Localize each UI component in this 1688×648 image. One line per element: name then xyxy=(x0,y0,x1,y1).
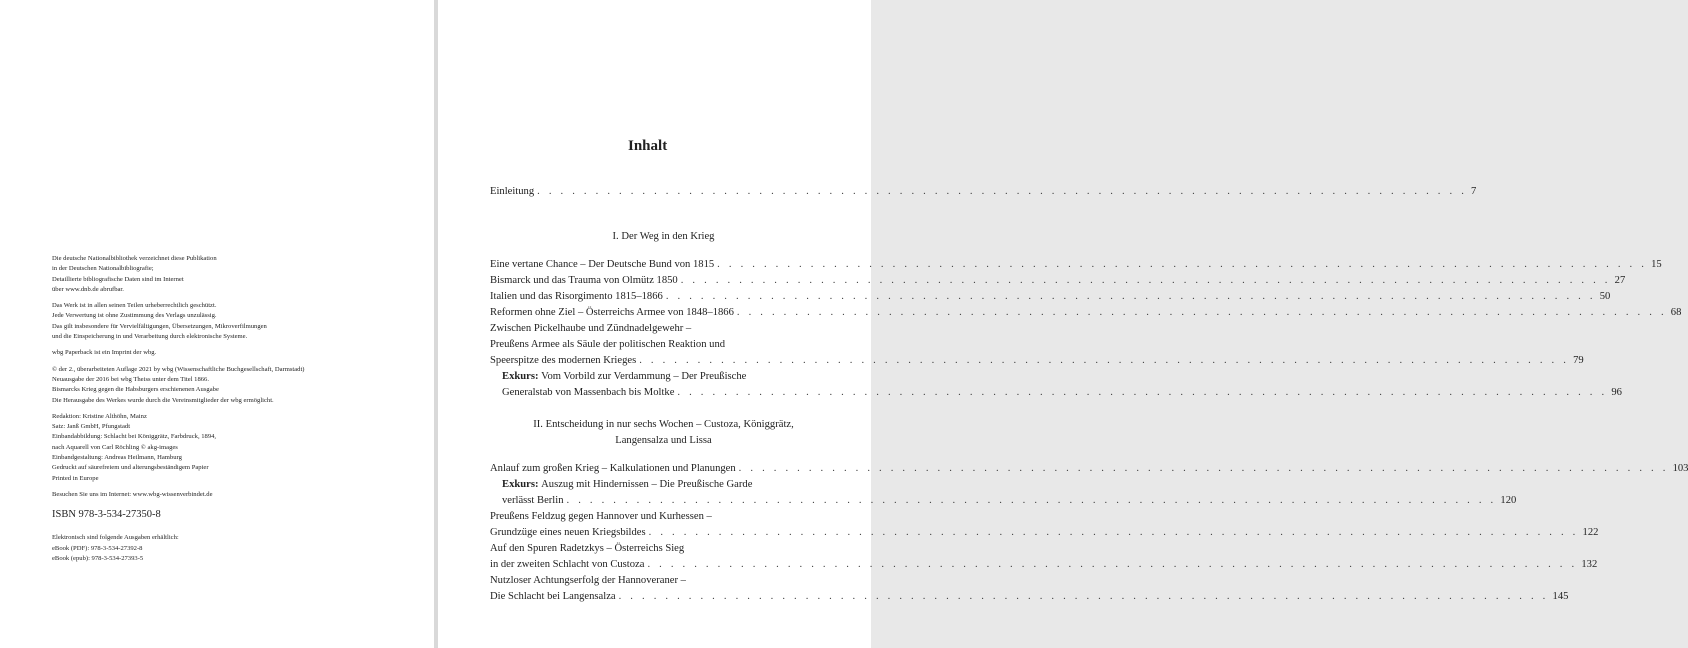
imprint-line: Bismarcks Krieg gegen die Habsburgers erschienenen Ausgabe xyxy=(52,386,219,394)
toc-entry[interactable] xyxy=(490,305,1682,321)
imprint-paragraph xyxy=(52,254,422,295)
toc-entry[interactable] xyxy=(490,541,1598,573)
toc-entry[interactable] xyxy=(490,184,1477,200)
toc-page-number: 120 xyxy=(1500,495,1517,506)
toc-entry-line xyxy=(490,321,837,337)
leader-dots: . . . . . . . . . . . . . . . . . . . . . . . . . . . . . . . . . . . . . . . . . . . . . . . . . . . . . . . . . . . . . . . . . . . . . . . . . . . . . . . . xyxy=(648,527,1579,538)
toc-entry-line xyxy=(490,589,1569,605)
toc-entry-text: Exkurs: Vom Vorbild zur Verdammung – Der Preußische xyxy=(502,371,747,382)
imprint-paragraph xyxy=(52,490,422,500)
imprint-line: Das gilt insbesondere für Vervielfältigungen, Übersetzungen, Mikroverfilmungen xyxy=(52,322,267,330)
toc-entry-line xyxy=(502,385,1622,401)
toc-entry[interactable] xyxy=(490,321,1584,369)
toc-section-1 xyxy=(490,257,1682,401)
toc-title: Inhalt xyxy=(628,138,668,154)
toc-page-number: 132 xyxy=(1581,559,1598,570)
excursus-label: Exkurs: xyxy=(502,479,542,490)
toc-page-number: 96 xyxy=(1611,387,1622,398)
imprint-block xyxy=(52,254,422,570)
toc-entry-line xyxy=(502,369,837,385)
isbn-number: ISBN 978-3-534-27350-8 xyxy=(52,509,161,521)
toc-section-2 xyxy=(490,461,1688,605)
toc-entry-line xyxy=(490,289,1611,305)
toc-subentry[interactable] xyxy=(490,477,1517,509)
imprint-paragraph xyxy=(52,348,422,358)
toc-entry-text: Nutzloser Achtungserfolg der Hannoveraner – xyxy=(490,575,686,586)
toc-page-number: 50 xyxy=(1599,291,1611,302)
leader-dots: . . . . . . . . . . . . . . . . . . . . . . . . . . . . . . . . . . . . . . . . . . . . . . . . . . . . . . . . . . . . . . . . . . . . . . . . . . . . . . . . xyxy=(639,355,1570,366)
toc-entry-text: Zwischen Pickelhaube und Zündnadelgewehr – xyxy=(490,323,692,334)
leader-dots: . . . . . . . . . . . . . . . . . . . . . . . . . . . . . . . . . . . . . . . . . . . . . . . . . . . . . . . . . . . . . . . . . . . . . . . . . . . . . . . . xyxy=(680,275,1611,286)
toc-entry-text: Eine vertane Chance – Der Deutsche Bund von 1815 xyxy=(490,259,715,270)
imprint-line: Einbandabbildung: Schlacht bei Königgrätz, Farbdruck, 1894, xyxy=(52,433,217,441)
toc-entry-line xyxy=(502,477,837,493)
toc-entry-line xyxy=(490,184,1477,200)
leader-dots: . . . . . . . . . . . . . . . . . . . . . . . . . . . . . . . . . . . . . . . . . . . . . . . . . . . . . . . . . . . . . . . . . . . . . . . . . . . . . . . . xyxy=(738,463,1669,474)
imprint-line: Das Werk ist in allen seinen Teilen urheberrechtlich geschützt. xyxy=(52,302,217,310)
leader-dots: . . . . . . . . . . . . . . . . . . . . . . . . . . . . . . . . . . . . . . . . . . . . . . . . . . . . . . . . . . . . . . . . . . . . . . . . . . . . . . . . xyxy=(736,307,1667,318)
imprint-line: Jede Verwertung ist ohne Zustimmung des Verlags unzulässig. xyxy=(52,312,217,320)
toc-entry[interactable] xyxy=(490,509,1599,541)
imprint-line: Printed in Europe xyxy=(52,474,99,482)
toc-entry-text: in der zweiten Schlacht von Custoza xyxy=(490,559,645,570)
toc-page-number: 122 xyxy=(1582,527,1599,538)
toc-page-number: 68 xyxy=(1670,307,1682,318)
toc-entry-line xyxy=(490,541,837,557)
leader-dots: . . . . . . . . . . . . . . . . . . . . . . . . . . . . . . . . . . . . . . . . . . . . . . . . . . . . . . . . . . . . . . . . . . . . . . . . . . . . . . . . xyxy=(677,387,1608,398)
left-page-imprint xyxy=(0,0,434,648)
toc-page-number: 7 xyxy=(1471,186,1477,197)
imprint-paragraph xyxy=(52,412,422,484)
toc-entry-line xyxy=(490,337,837,353)
toc-entry-line xyxy=(502,493,1517,509)
toc-entry[interactable] xyxy=(490,573,1569,605)
toc-entry-line xyxy=(490,557,1598,573)
imprint-line: Einbandgestaltung: Andreas Heilmann, Hamburg xyxy=(52,454,182,462)
toc-entry-text: Anlauf zum großen Krieg – Kalkulationen und Planungen xyxy=(490,463,736,474)
imprint-line: Gedruckt auf säurefreiem und alterungsbeständigem Papier xyxy=(52,464,209,472)
toc-entry-text: Reformen ohne Ziel – Österreichs Armee von 1848–1866 xyxy=(490,307,734,318)
leader-dots: . . . . . . . . . . . . . . . . . . . . . . . . . . . . . . . . . . . . . . . . . . . . . . . . . . . . . . . . . . . . . . . . . . . . . . . . . . . . . . . . xyxy=(618,591,1549,602)
toc-entry-text: Italien und das Risorgimento 1815–1866 xyxy=(490,291,663,302)
section-2-heading-line: Langensalza und Lissa xyxy=(615,435,712,446)
leader-dots: . . . . . . . . . . . . . . . . . . . . . . . . . . . . . . . . . . . . . . . . . . . . . . . . . . . . . . . . . . . . . . . . . . . . . . . . . . . . . . . . xyxy=(537,186,1468,197)
imprint-line: in der Deutschen Nationalbibliografie; xyxy=(52,265,154,273)
toc-entry-line xyxy=(490,353,1584,369)
toc-entry-line xyxy=(490,573,837,589)
leader-dots: . . . . . . . . . . . . . . . . . . . . . . . . . . . . . . . . . . . . . . . . . . . . . . . . . . . . . . . . . . . . . . . . . . . . . . . . . . . . . . . . xyxy=(717,259,1648,270)
toc-page-number: 79 xyxy=(1573,355,1584,366)
imprint-line: Neuausgabe der 2016 bei wbg Theiss unter dem Titel 1866. xyxy=(52,375,210,383)
leader-dots: . . . . . . . . . . . . . . . . . . . . . . . . . . . . . . . . . . . . . . . . . . . . . . . . . . . . . . . . . . . . . . . . . . . . . . . . . . . . . . . . xyxy=(665,291,1596,302)
toc-entry[interactable] xyxy=(490,461,1688,477)
toc-entry-text: Auf den Spuren Radetzkys – Österreichs Sieg xyxy=(490,543,685,554)
toc-entry-text: Preußens Feldzug gegen Hannover und Kurhessen – xyxy=(490,511,712,522)
imprint-line: Detaillierte bibliografische Daten sind im Internet xyxy=(52,275,184,283)
toc-subentry[interactable] xyxy=(490,369,1622,401)
toc-page-number: 15 xyxy=(1651,259,1662,270)
leader-dots: . . . . . . . . . . . . . . . . . . . . . . . . . . . . . . . . . . . . . . . . . . . . . . . . . . . . . . . . . . . . . . . . . . . . . . . . . . . . . . . . xyxy=(566,495,1497,506)
section-1-heading: I. Der Weg in den Krieg xyxy=(612,231,715,242)
leader-dots: . . . . . . . . . . . . . . . . . . . . . . . . . . . . . . . . . . . . . . . . . . . . . . . . . . . . . . . . . . . . . . . . . . . . . . . . . . . . . . . . xyxy=(647,559,1578,570)
toc-intro xyxy=(490,184,1477,200)
toc-entry-text: Preußens Armee als Säule der politischen Reaktion und xyxy=(490,339,726,350)
section-2-heading-line: II. Entscheidung in nur sechs Wochen – Custoza, Königgrätz, xyxy=(533,419,794,430)
toc-entry-text: Exkurs: Auszug mit Hindernissen – Die Preußische Garde xyxy=(502,479,753,490)
toc-entry-text: Speerspitze des modernen Krieges xyxy=(490,355,637,366)
imprint-line: nach Aquarell von Carl Röchling © akg-images xyxy=(52,443,178,451)
toc-entry-text: verlässt Berlin xyxy=(502,495,564,506)
imprint-line: Elektronisch sind folgende Ausgaben erhältlich: xyxy=(52,534,179,542)
toc-entry-line xyxy=(490,305,1682,321)
imprint-line: Besuchen Sie uns im Internet: www.wbg-wissenverbindet.de xyxy=(52,490,213,498)
toc-entry-text: Generalstab von Massenbach bis Moltke xyxy=(502,387,675,398)
imprint-line: Satz: Janß GmbH, Pfungstadt xyxy=(52,423,131,431)
imprint-paragraph xyxy=(52,533,422,564)
toc-page-number: 145 xyxy=(1552,591,1569,602)
toc-entry-text: Bismarck und das Trauma von Olmütz 1850 xyxy=(490,275,678,286)
imprint-line: Redaktion: Kristine Althöhn, Mainz xyxy=(52,412,147,420)
imprint-line: Die Herausgabe des Werkes wurde durch die Vereinsmitglieder der wbg ermöglicht. xyxy=(52,396,274,404)
imprint-line: über www.dnb.de abrufbar. xyxy=(52,285,124,293)
toc-entry-text: Die Schlacht bei Langensalza xyxy=(490,591,616,602)
toc-entry[interactable] xyxy=(490,257,1662,273)
imprint-paragraph xyxy=(52,365,422,406)
toc-entry-text: Einleitung xyxy=(490,186,535,197)
toc-entry-text: Grundzüge eines neuen Kriegsbildes xyxy=(490,527,646,538)
toc-entry-line xyxy=(490,257,1662,273)
imprint-line: wbg Paperback ist ein Imprint der wbg. xyxy=(52,349,157,357)
excursus-label: Exkurs: xyxy=(502,371,542,382)
right-page-toc xyxy=(438,0,1688,648)
toc-entry-line xyxy=(490,461,1688,477)
imprint-line: und die Einspeicherung in und Verarbeitung durch elektronische Systeme. xyxy=(52,333,248,341)
toc-entry-line xyxy=(490,525,1599,541)
toc-entry-line xyxy=(490,273,1626,289)
imprint-line: eBook (epub): 978-3-534-27393-5 xyxy=(52,554,144,562)
toc-entry[interactable] xyxy=(490,289,1611,305)
imprint-paragraph xyxy=(52,301,422,342)
toc-page-number: 103 xyxy=(1672,463,1688,474)
toc-page-number: 27 xyxy=(1614,275,1626,286)
imprint-line: © der 2., überarbeiteten Auflage 2021 by wbg (Wissenschaftliche Buchgesellschaft, Darmstadt) xyxy=(52,365,305,373)
section-2-heading xyxy=(490,417,837,449)
toc-entry-line xyxy=(490,509,837,525)
imprint-line: eBook (PDF): 978-3-534-27392-8 xyxy=(52,544,143,552)
imprint-line: Die deutsche Nationalbibliothek verzeichnet diese Publikation xyxy=(52,255,217,262)
toc-entry[interactable] xyxy=(490,273,1626,289)
